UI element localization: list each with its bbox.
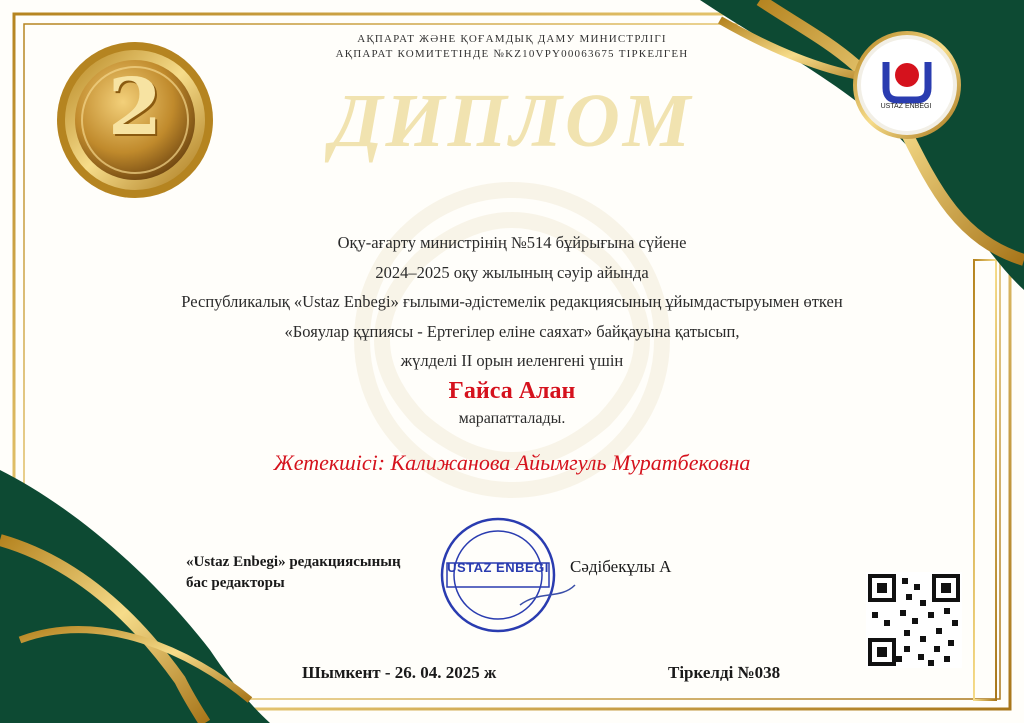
logo-label: USTAZ ENBEGI <box>880 103 932 110</box>
medal-number: 2 <box>107 62 163 153</box>
body-line-5: жүлделі II орын иеленгені үшін <box>400 351 624 370</box>
body-line-4: «Бояулар құпиясы - Ертегілер еліне саяхат» байқауына қатысып, <box>284 321 740 341</box>
header-line-1: АҚПАРАТ ЖӘНЕ ҚОҒАМДЫҚ ДАМУ МИНИСТРЛІГІ <box>357 33 667 45</box>
chief-editor-label <box>186 552 401 594</box>
stamp-label: USTAZ ENBEGI <box>447 560 549 575</box>
diploma-title: ДИПЛОМ <box>330 79 694 163</box>
body-line-3: Республикалық «Ustaz Enbegi» ғылыми-әдістемелік редакциясының ұйымдастыруымен өткен <box>181 292 843 311</box>
corner-wave-bottom-left <box>0 470 270 723</box>
city-date: Шымкент - 26. 04. 2025 ж <box>302 663 497 682</box>
body-line-2: 2024–2025 оқу жылының сәуір айында <box>375 262 649 282</box>
qr-code <box>866 572 962 668</box>
winner-name: Ғайса Алан <box>448 378 576 404</box>
diploma-body <box>0 228 1024 376</box>
header-line-2: АҚПАРАТ КОМИТЕТІНДЕ №KZ10VPY00063675 ТІРКЕЛГЕН <box>335 48 689 60</box>
body-line-1: Оқу-ағарту министрінің №514 бұйрығына сүйене <box>337 233 687 252</box>
supervisor-name: Жетекшісі: Калижанова Айымгуль Муратбековна <box>273 450 751 475</box>
registration-number: Тіркелді №038 <box>668 663 781 682</box>
editor-line-1: «Ustaz Enbegi» редакциясының <box>186 554 401 570</box>
awarded-text: марапатталады. <box>458 410 566 427</box>
signature-name: Сәдібекұлы А <box>570 557 672 576</box>
editor-line-2: бас редакторы <box>186 575 285 591</box>
official-stamp <box>442 519 575 631</box>
ministry-header <box>0 32 1024 62</box>
